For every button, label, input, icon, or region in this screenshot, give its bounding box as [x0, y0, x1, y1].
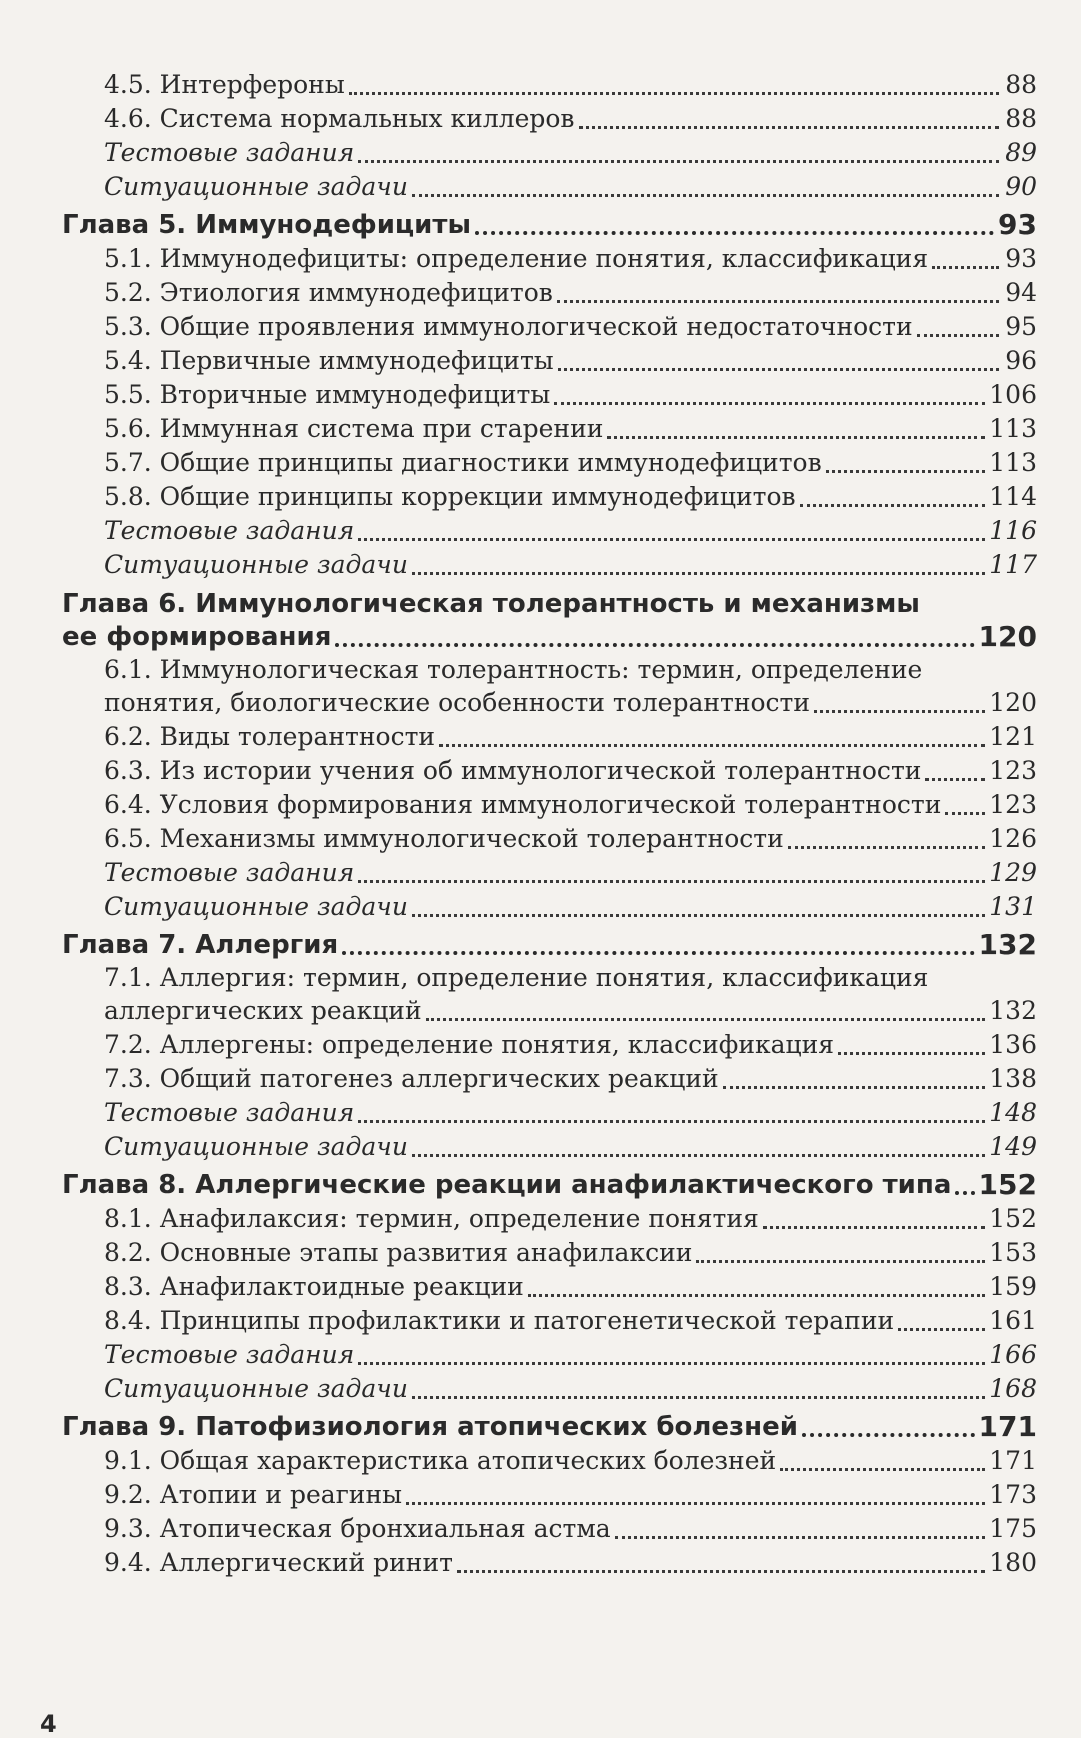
toc-entry-page: 117: [989, 550, 1037, 579]
toc-entry-page: 120: [989, 688, 1037, 717]
toc-entry: [62, 994, 1037, 1028]
dot-leader: [925, 768, 985, 781]
toc-entry-title: 6.3. Из истории учения об иммунологической толерантности: [104, 756, 922, 785]
dot-leader: [412, 904, 985, 917]
toc-entry: [62, 686, 1037, 720]
toc-entry-page: 94: [1005, 278, 1037, 307]
toc-entry: [62, 344, 1037, 378]
toc-entry-title: 4.6. Система нормальных киллеров: [104, 104, 575, 133]
toc-entry-page: 113: [989, 414, 1037, 443]
toc-entry-page: 131: [989, 892, 1037, 921]
toc-entry-title: 9.1. Общая характеристика атопических болезней: [104, 1446, 777, 1475]
toc-entry-page: 171: [978, 1410, 1037, 1443]
dot-leader: [335, 633, 974, 647]
toc-entry-page: 106: [989, 380, 1037, 409]
dot-leader: [528, 1284, 986, 1297]
dot-leader: [763, 1216, 986, 1229]
dot-leader: [342, 941, 974, 955]
toc-entry-page: 114: [989, 482, 1037, 511]
table-of-contents: [62, 68, 1037, 1580]
toc-entry-title: Тестовые задания: [104, 516, 355, 545]
toc-entry-title: 5.7. Общие принципы диагностики иммунодефицитов: [104, 448, 822, 477]
dot-leader: [607, 426, 985, 439]
toc-entry-page: 90: [1005, 172, 1037, 201]
dot-leader: [579, 116, 999, 129]
page-number: 4: [40, 1710, 57, 1738]
toc-entry-title: 7.3. Общий патогенез аллергических реакций: [104, 1064, 719, 1093]
toc-entry-page: 113: [989, 448, 1037, 477]
toc-entry: [62, 310, 1037, 344]
toc-entry: [62, 1338, 1037, 1372]
toc-entry-page: 132: [978, 928, 1037, 961]
toc-entry: [62, 1130, 1037, 1164]
dot-leader: [898, 1318, 985, 1331]
toc-entry: [62, 1028, 1037, 1062]
toc-entry: [62, 1202, 1037, 1236]
toc-entry-page: 129: [989, 858, 1037, 887]
dot-leader: [475, 221, 994, 235]
dot-leader: [945, 802, 985, 815]
toc-entry-title: 6.4. Условия формирования иммунологической толерантности: [104, 790, 942, 819]
toc-entry-title: 7.2. Аллергены: определение понятия, классификация: [104, 1030, 835, 1059]
toc-entry-title: Тестовые задания: [104, 1340, 355, 1369]
toc-entry-page: 93: [998, 208, 1037, 241]
toc-entry-title: Глава 9. Патофизиология атопических болезней: [62, 1412, 798, 1442]
toc-entry-title: Тестовые задания: [104, 1098, 355, 1127]
toc-entry: [62, 102, 1037, 136]
toc-entry-page: 149: [989, 1132, 1037, 1161]
toc-entry-page: 136: [989, 1030, 1037, 1059]
toc-entry: [62, 446, 1037, 480]
toc-entry-title: 5.6. Иммунная система при старении: [104, 414, 604, 443]
dot-leader: [349, 82, 999, 95]
dot-leader: [358, 870, 985, 883]
toc-entry: [62, 378, 1037, 412]
dot-leader: [826, 460, 986, 473]
dot-leader: [358, 528, 985, 541]
toc-entry-page: 175: [989, 1514, 1037, 1543]
toc-entry: [62, 170, 1037, 204]
toc-entry: [62, 788, 1037, 822]
toc-entry-title: 5.2. Этиология иммунодефицитов: [104, 278, 553, 307]
toc-entry: [62, 1062, 1037, 1096]
toc-entry-page: 88: [1005, 70, 1037, 99]
toc-entry-title: Глава 8. Аллергические реакции анафилактического типа: [62, 1170, 952, 1200]
toc-entry: [62, 1546, 1037, 1580]
dot-leader: [554, 392, 985, 405]
toc-entry-title: 5.8. Общие принципы коррекции иммунодефицитов: [104, 482, 796, 511]
toc-entry: [62, 1444, 1037, 1478]
toc-entry: [62, 1512, 1037, 1546]
toc-chapter-entry: [62, 208, 1037, 242]
toc-entry: [62, 412, 1037, 446]
toc-entry-page: 153: [989, 1238, 1037, 1267]
toc-chapter-entry: [62, 928, 1037, 962]
toc-entry-page: 123: [989, 756, 1037, 785]
toc-entry: [62, 856, 1037, 890]
toc-entry-title: Ситуационные задачи: [104, 1132, 408, 1161]
toc-chapter-entry: [62, 1410, 1037, 1444]
toc-entry-page: 89: [1005, 138, 1037, 167]
toc-entry-title: Глава 5. Иммунодефициты: [62, 210, 471, 240]
dot-leader: [800, 494, 986, 507]
dot-leader: [788, 836, 986, 849]
toc-entry-title: 9.3. Атопическая бронхиальная астма: [104, 1514, 611, 1543]
dot-leader: [439, 734, 985, 747]
toc-entry-title: аллергических реакций: [104, 996, 422, 1025]
toc-entry: [62, 720, 1037, 754]
toc-entry-page: 96: [1005, 346, 1037, 375]
toc-entry: [62, 1270, 1037, 1304]
toc-entry-title: Тестовые задания: [104, 858, 355, 887]
toc-entry-title: 5.3. Общие проявления иммунологической недостаточности: [104, 312, 913, 341]
toc-entry-title: 8.2. Основные этапы развития анафилаксии: [104, 1238, 693, 1267]
dot-leader: [780, 1458, 985, 1471]
toc-entry-title: 6.5. Механизмы иммунологической толерантности: [104, 824, 784, 853]
toc-entry-page: 166: [989, 1340, 1037, 1369]
dot-leader: [932, 256, 999, 269]
toc-entry-title: 9.4. Аллергический ринит: [104, 1548, 453, 1577]
toc-entry-page: 138: [989, 1064, 1037, 1093]
dot-leader: [615, 1526, 986, 1539]
toc-entry: [62, 1372, 1037, 1406]
dot-leader: [358, 1110, 985, 1123]
toc-entry: [62, 1236, 1037, 1270]
toc-entry-page: 116: [989, 516, 1037, 545]
dot-leader: [838, 1042, 985, 1055]
dot-leader: [457, 1560, 985, 1573]
toc-entry-title: 5.5. Вторичные иммунодефициты: [104, 380, 551, 409]
dot-leader: [917, 324, 999, 337]
toc-entry: [62, 514, 1037, 548]
dot-leader: [696, 1250, 985, 1263]
toc-entry-page: 148: [989, 1098, 1037, 1127]
toc-entry-page: 152: [978, 1168, 1037, 1201]
toc-entry-title-line1: 7.1. Аллергия: термин, определение понятия, классификация: [104, 963, 929, 992]
dot-leader: [412, 562, 985, 575]
toc-entry-page: 88: [1005, 104, 1037, 133]
toc-entry-title: 4.5. Интерфероны: [104, 70, 345, 99]
toc-entry-title: понятия, биологические особенности толерантности: [104, 688, 811, 717]
toc-entry-page: 95: [1005, 312, 1037, 341]
toc-entry-title: 9.2. Атопии и реагины: [104, 1480, 403, 1509]
dot-leader: [358, 1352, 985, 1365]
dot-leader: [412, 184, 999, 197]
toc-entry-title: 5.4. Первичные иммунодефициты: [104, 346, 554, 375]
dot-leader: [802, 1423, 975, 1437]
toc-entry-title: 6.2. Виды толерантности: [104, 722, 436, 751]
dot-leader: [723, 1076, 986, 1089]
toc-entry-page: 171: [989, 1446, 1037, 1475]
dot-leader: [412, 1144, 985, 1157]
toc-entry-page: 123: [989, 790, 1037, 819]
toc-entry-page: 132: [989, 996, 1037, 1025]
dot-leader: [558, 358, 999, 371]
dot-leader: [814, 700, 985, 713]
toc-entry-title-line1: Глава 6. Иммунологическая толерантность и механизмы: [62, 589, 920, 619]
toc-entry: [62, 1304, 1037, 1338]
dot-leader: [557, 290, 999, 303]
toc-entry: [62, 890, 1037, 924]
dot-leader: [955, 1181, 974, 1195]
toc-entry: [62, 68, 1037, 102]
toc-entry-title: Глава 7. Аллергия: [62, 930, 339, 960]
dot-leader: [358, 150, 999, 163]
toc-entry-page: 152: [989, 1204, 1037, 1233]
toc-entry: [62, 754, 1037, 788]
toc-entry-title-line1: 6.1. Иммунологическая толерантность: термин, определение: [104, 655, 923, 684]
dot-leader: [412, 1386, 985, 1399]
toc-entry-title: Ситуационные задачи: [104, 550, 408, 579]
toc-chapter-entry: [62, 1168, 1037, 1202]
toc-entry: [62, 242, 1037, 276]
toc-entry-page: 180: [989, 1548, 1037, 1577]
toc-chapter-entry: [62, 620, 1037, 654]
toc-entry-page: 93: [1005, 244, 1037, 273]
dot-leader: [426, 1008, 986, 1021]
toc-entry-title: 8.4. Принципы профилактики и патогенетической терапии: [104, 1306, 895, 1335]
toc-entry: [62, 548, 1037, 582]
toc-entry-title: Ситуационные задачи: [104, 1374, 408, 1403]
dot-leader: [406, 1492, 985, 1505]
toc-entry-page: 126: [989, 824, 1037, 853]
toc-entry: [62, 136, 1037, 170]
toc-entry-title: 8.3. Анафилактоидные реакции: [104, 1272, 524, 1301]
toc-entry: [62, 822, 1037, 856]
toc-entry-title: Ситуационные задачи: [104, 172, 408, 201]
toc-entry-title: Тестовые задания: [104, 138, 355, 167]
toc-entry: [62, 1096, 1037, 1130]
toc-entry-page: 121: [989, 722, 1037, 751]
toc-entry: [62, 480, 1037, 514]
toc-entry-page: 120: [978, 620, 1037, 653]
toc-entry-title: 8.1. Анафилаксия: термин, определение понятия: [104, 1204, 759, 1233]
toc-entry-page: 168: [989, 1374, 1037, 1403]
toc-entry-title: Ситуационные задачи: [104, 892, 408, 921]
toc-entry: [62, 276, 1037, 310]
toc-entry-page: 161: [989, 1306, 1037, 1335]
toc-entry: [62, 1478, 1037, 1512]
toc-entry-title: 5.1. Иммунодефициты: определение понятия, классификация: [104, 244, 929, 273]
toc-entry-page: 159: [989, 1272, 1037, 1301]
toc-entry-title: ее формирования: [62, 622, 332, 652]
toc-entry-page: 173: [989, 1480, 1037, 1509]
